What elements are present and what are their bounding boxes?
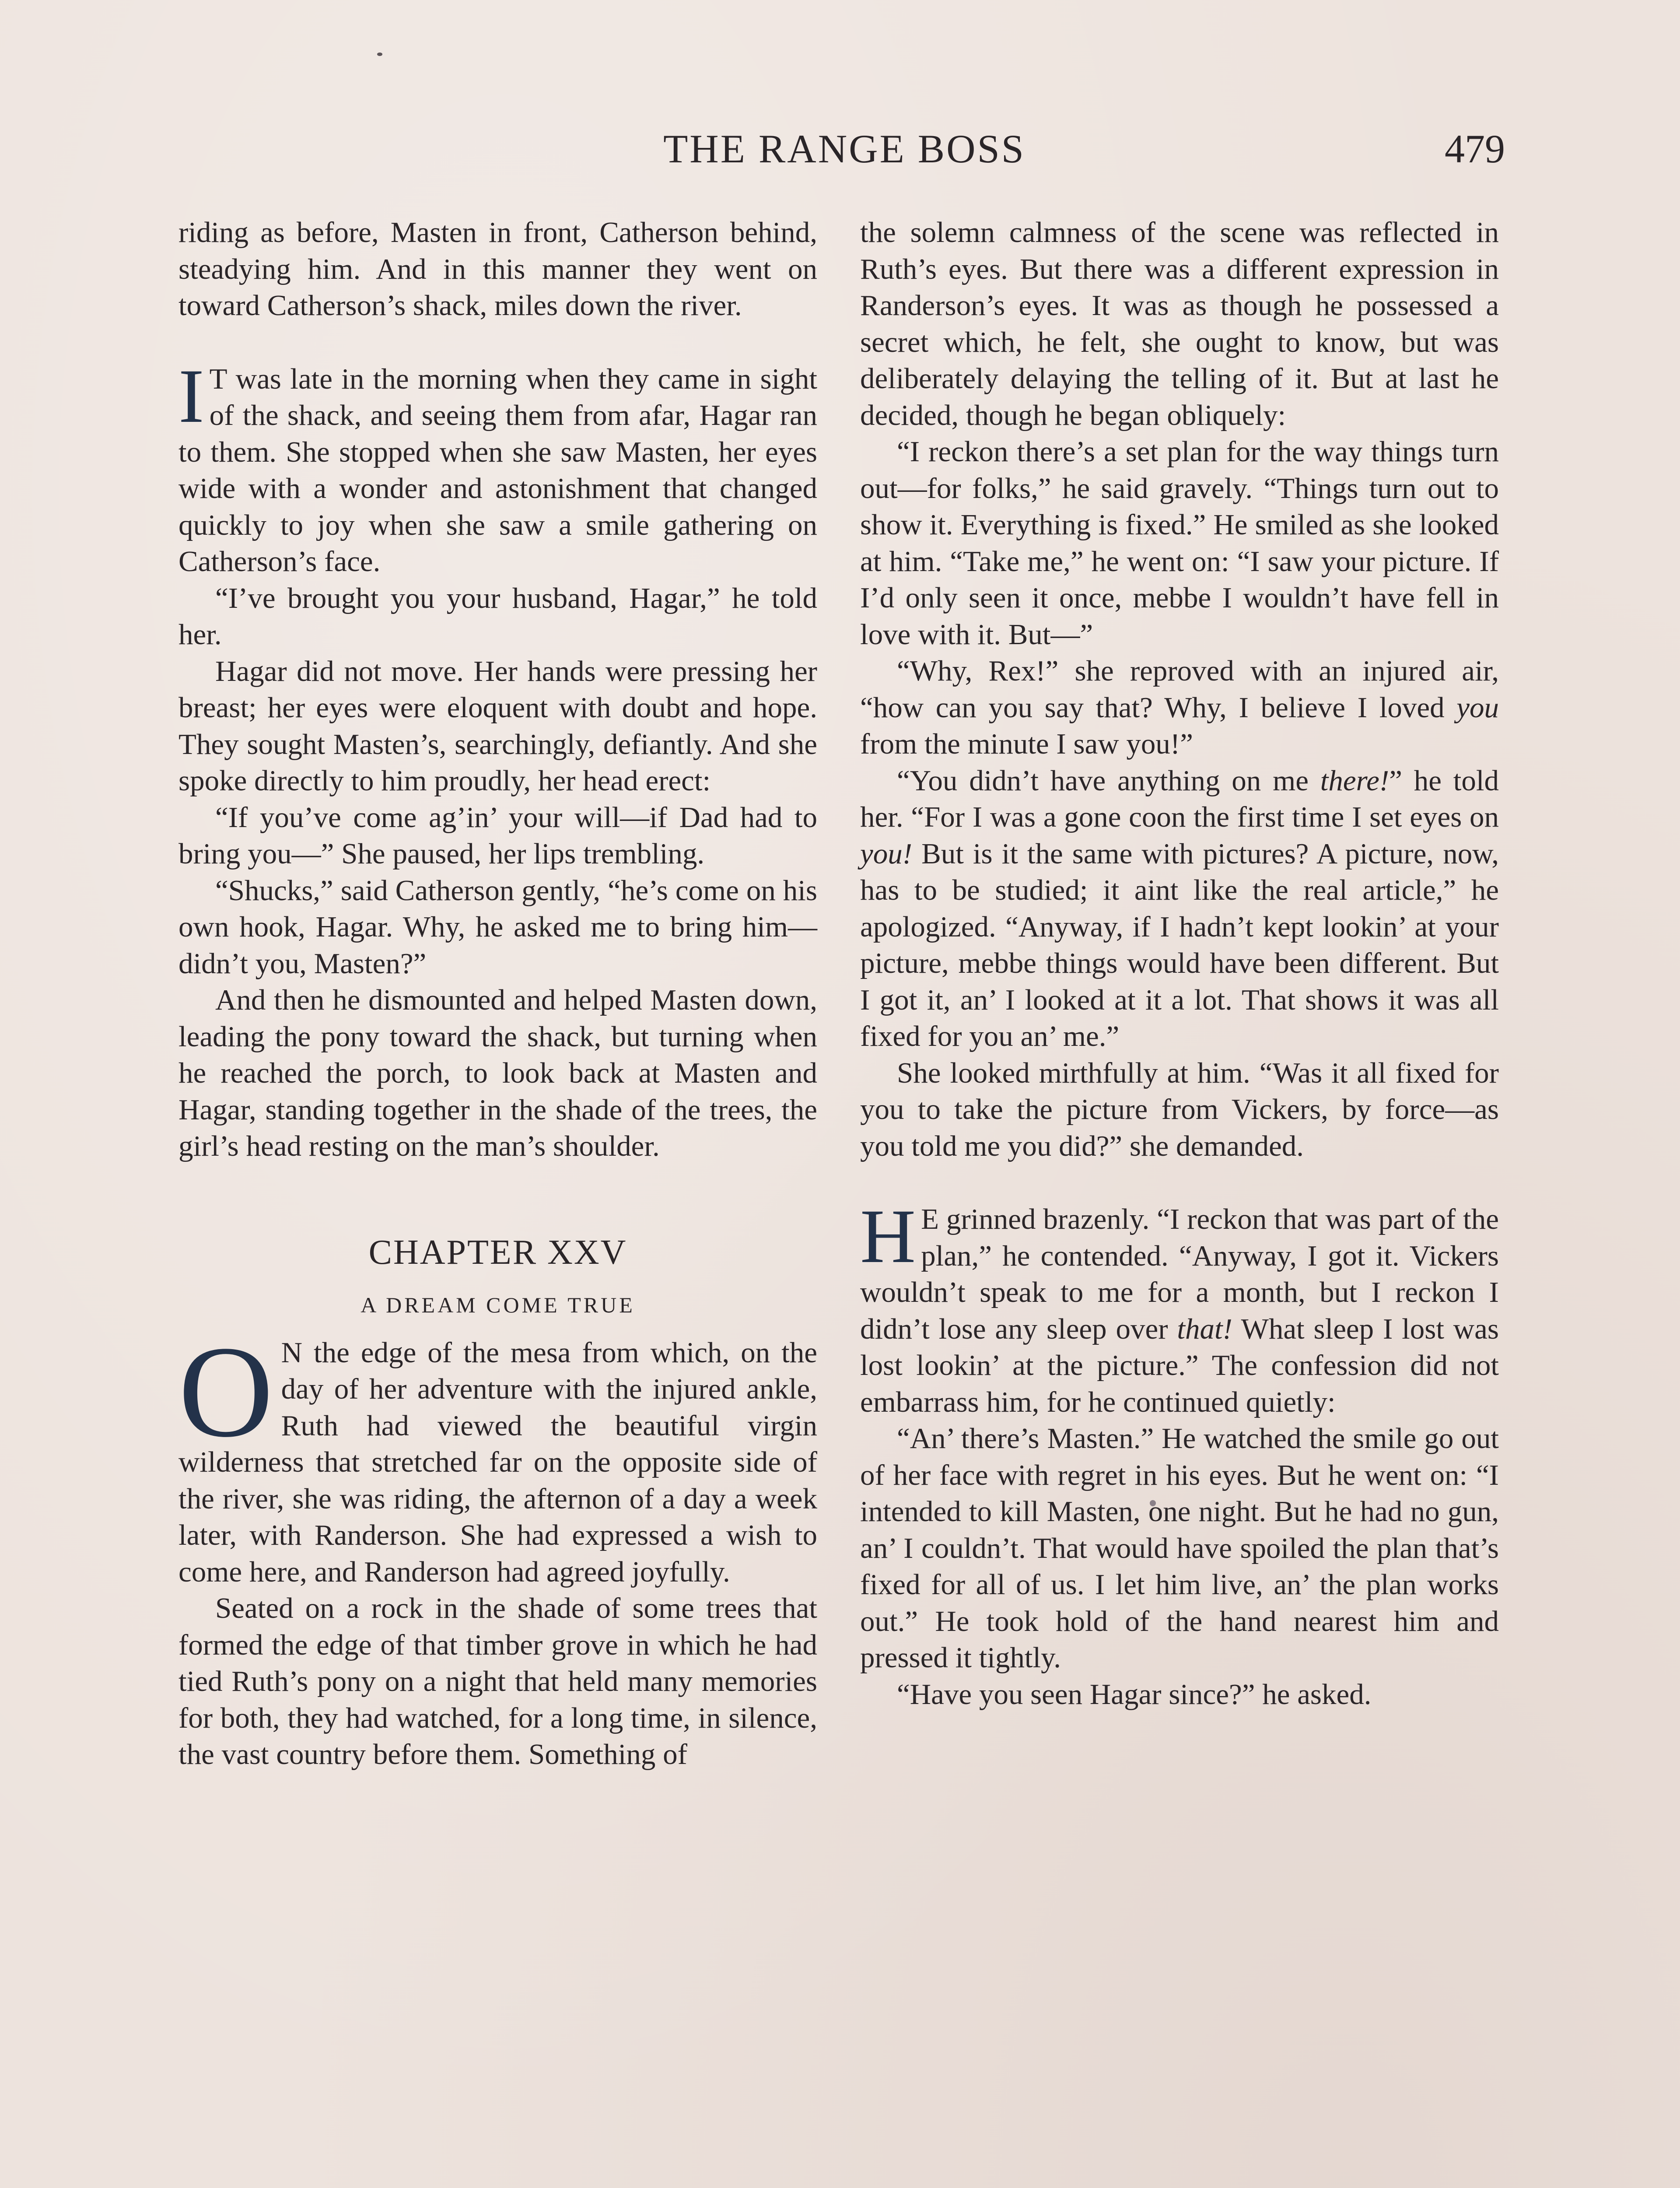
drop-cap: I <box>178 353 204 439</box>
paragraph <box>860 763 1499 1055</box>
right-column <box>860 214 1499 1713</box>
paragraph: And then he dismounted and helped Masten down, leading the pony toward the shack, but turning when he reached the porch, to look back at Masten and Hagar, standing together in the shade of the trees, the girl’s head resting on the man’s shoulder. <box>178 984 817 1162</box>
text-run: “You didn’t have anything on me <box>897 764 1320 797</box>
paragraph-text: N the edge of the mesa from which, on the day of her adventure with the injured ankle, Ruth had viewed the beautiful virgin wilderness that stretched far on the opposite side of the river, she was riding, the afternon of a day a week later, with Randerson. She had expressed a wish to come here, and Randerson had agreed joyfully. <box>178 1336 817 1588</box>
running-title: THE RANGE BOSS <box>663 126 1026 171</box>
paragraph: “If you’ve come ag’in’ your will—if Dad had to bring you—” She paused, her lips trembling. <box>178 801 817 870</box>
chapter-subtitle: A DREAM COME TRUE <box>360 1292 635 1317</box>
emphasis: you <box>1456 691 1499 724</box>
paragraph: “Have you seen Hagar since?” he asked. <box>897 1678 1372 1711</box>
paragraph: “Shucks,” said Catherson gently, “he’s come on his own hook, Hagar. Why, he asked me to bring him—didn’t you, Masten?” <box>178 874 817 980</box>
text-run: ” he told her. “For I was a gone coon the first time I set eyes on <box>860 764 1499 833</box>
paragraph <box>178 353 817 580</box>
text-run: “Why, Rex!” she reproved with an injured air, “how can you say that? Why, I believe I loved <box>860 655 1499 724</box>
paragraph <box>860 1194 1499 1420</box>
left-column <box>178 214 817 1773</box>
emphasis: there! <box>1320 764 1390 797</box>
section-break <box>860 1164 1499 1201</box>
paragraph: “I reckon there’s a set plan for the way things turn out—for folks,” he said gravely. “Things turn out to show it. Everything is fixed.” He smiled as she looked at him. “Take me,” he went on: “I saw your picture. If I’d only seen it once, mebbe I wouldn’t have fell in love with it. But—” <box>860 435 1499 651</box>
paragraph <box>178 1318 817 1591</box>
emphasis: you! <box>860 837 913 870</box>
paragraph: She looked mirthfully at him. “Was it all fixed for you to take the picture from Vickers, by force—as you told me you did?” she demanded. <box>860 1056 1499 1162</box>
text-run: E grinned brazenly. “I reckon that was part of the plan,” he contended. “Anyway, I got it. Vickers wouldn’t speak to me for a month, but I reckon I didn’t lose any sleep over <box>860 1203 1499 1345</box>
paragraph: the solemn calmness of the scene was reflected in Ruth’s eyes. But there was a different expression in Randerson’s eyes. It was as though he possessed a secret which, he felt, she ought to know, but was deliberately delaying the telling of it. But at last he decided, though he began obliquely: <box>860 216 1499 431</box>
paragraph <box>860 653 1499 763</box>
paragraph-text: T was late in the morning when they came in sight of the shack, and seeing them from afar, Hagar ran to them. She stopped when she saw Masten, her eyes wide with a wonder and astonishment that changed quickly to joy when she saw a smile gathering on Catherson’s face. <box>178 362 817 578</box>
paragraph: “I’ve brought you your husband, Hagar,” he told her. <box>178 582 817 651</box>
page-number: 479 <box>1445 126 1505 171</box>
paragraph: “An’ there’s Masten.” He watched the smile go out of her face with regret in his eyes. But he went on: “I intended to kill Masten, one night. But he had no gun, an’ I couldn’t. That would have spoiled the plan that’s fixed for all of us. I let him live, an’ the plan works out.” He took hold of the hand nearest him and pressed it tightly. <box>860 1422 1499 1674</box>
chapter-title: CHAPTER XXV <box>368 1233 627 1272</box>
running-header <box>0 123 1680 175</box>
drop-cap: O <box>178 1318 273 1464</box>
section-break <box>178 324 817 361</box>
text-run: What sleep I lost was lost lookin’ at the picture.” The confession did not embarrass him, for he continued quietly: <box>860 1312 1499 1418</box>
text-run: from the minute I saw you!” <box>860 728 1193 760</box>
ink-speck <box>377 53 382 56</box>
drop-cap: H <box>860 1194 916 1279</box>
paragraph: Hagar did not move. Her hands were pressing her breast; her eyes were eloquent with doubt and hope. They sought Masten’s, searchingly, defiantly. And she spoke directly to him proudly, her head erect: <box>178 655 817 797</box>
paragraph: riding as before, Masten in front, Catherson behind, steadying him. And in this manner they went on toward Catherson’s shack, miles down the river. <box>178 216 817 322</box>
paragraph: Seated on a rock in the shade of some trees that formed the edge of that timber grove in which he had tied Ruth’s pony on a night that held many memories for both, they had watched, for a long time, in silence, the vast country before them. Something of <box>178 1592 817 1771</box>
text-run: But is it the same with pictures? A picture, now, has to be studied; it aint like the real article,” he apologized. “Anyway, if I hadn’t kept lookin’ at your picture, mebbe things would have been different. But I got it, an’ I looked at it a lot. That shows it was all fixed for you an’ me.” <box>860 837 1499 1052</box>
emphasis: that! <box>1177 1312 1232 1345</box>
